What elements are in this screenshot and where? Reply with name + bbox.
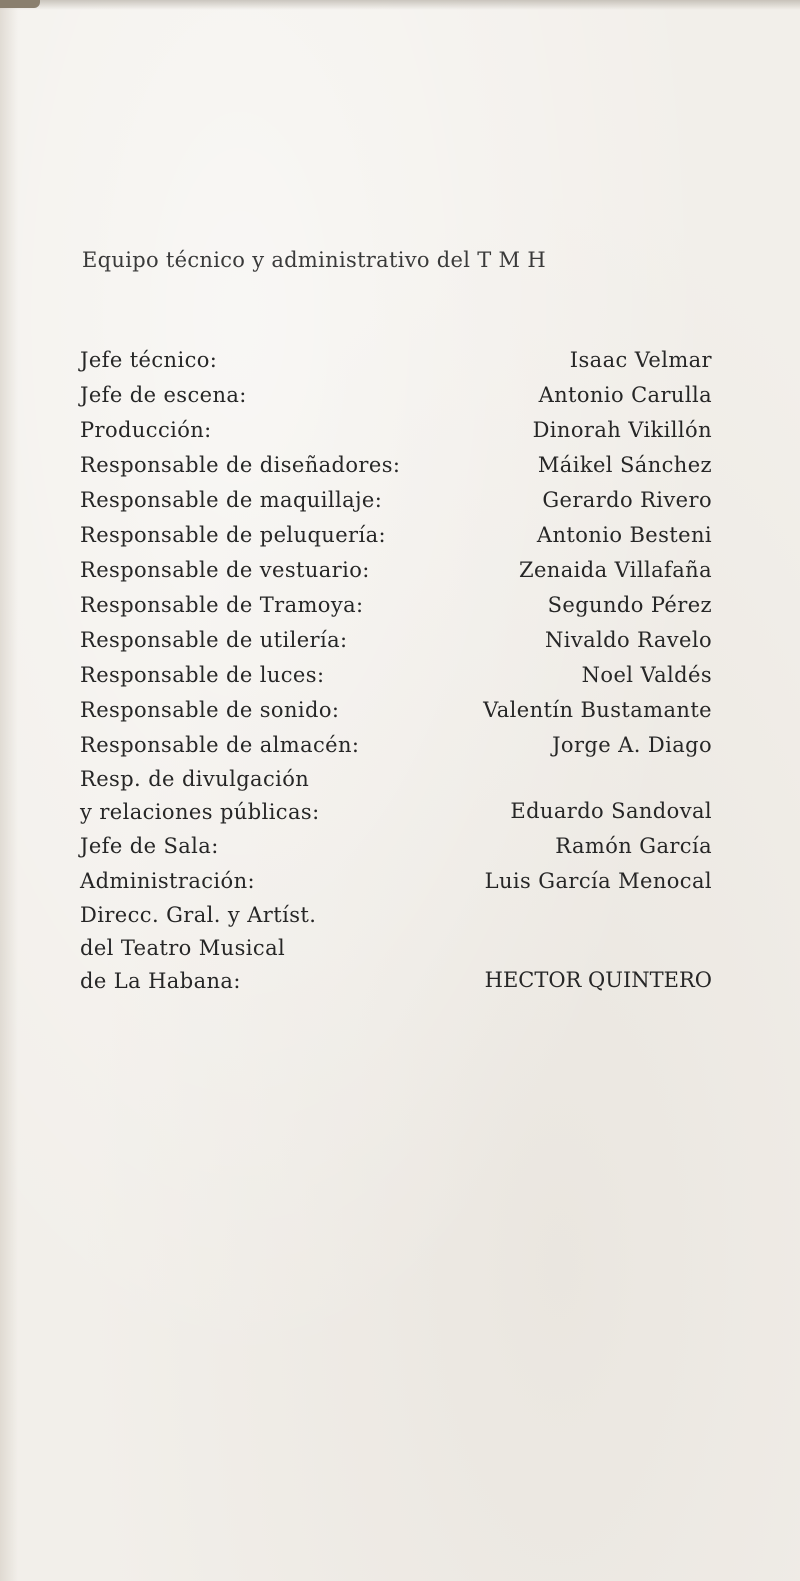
- credit-role-line: Resp. de divulgación: [80, 767, 310, 791]
- credit-name: Jorge A. Diago: [552, 733, 712, 757]
- credit-role-line: y relaciones públicas:: [80, 800, 320, 824]
- credit-row: [80, 553, 712, 588]
- credit-role-line: Direcc. Gral. y Artíst.: [80, 903, 317, 927]
- credit-role: Responsable de diseñadores:: [80, 453, 401, 477]
- credit-row: [80, 588, 712, 623]
- credit-name: Segundo Pérez: [547, 593, 712, 617]
- credit-row: [80, 518, 712, 553]
- credit-name: Máikel Sánchez: [537, 453, 712, 477]
- credit-row: [80, 623, 712, 658]
- credits-list: [80, 343, 712, 998]
- credit-row-director: [80, 899, 712, 998]
- credit-row: [80, 658, 712, 693]
- credit-row-sala: [80, 829, 712, 864]
- credit-role-line: del Teatro Musical: [80, 936, 286, 960]
- credit-row: [80, 378, 712, 413]
- page-edge-shadow: [0, 0, 18, 1581]
- credit-role: Responsable de Tramoya:: [80, 593, 364, 617]
- credit-role: Administración:: [80, 869, 255, 893]
- credit-row: [80, 483, 712, 518]
- credit-name: Dinorah Vikillón: [532, 418, 712, 442]
- credit-role: Responsable de maquillaje:: [80, 488, 383, 512]
- credit-row: [80, 728, 712, 763]
- credit-row: [80, 343, 712, 378]
- credit-role: Producción:: [80, 418, 212, 442]
- credit-name: Isaac Velmar: [569, 348, 712, 372]
- credit-role: Jefe de Sala:: [80, 834, 219, 858]
- director-name: HECTOR QUINTERO: [484, 968, 712, 992]
- page-corner: [0, 0, 40, 8]
- credit-role-line: de La Habana:: [80, 969, 241, 993]
- credit-name: Luis García Menocal: [484, 869, 712, 893]
- credit-role: Jefe de escena:: [80, 383, 247, 407]
- credit-name: Noel Valdés: [581, 663, 712, 687]
- credit-role: Responsable de almacén:: [80, 733, 360, 757]
- credit-role: [80, 899, 316, 998]
- credit-name: Ramón García: [555, 834, 712, 858]
- credit-row: [80, 693, 712, 728]
- credit-row-divulgacion: [80, 763, 712, 829]
- page-top-shadow: [0, 0, 800, 10]
- credit-name: Nivaldo Ravelo: [544, 628, 712, 652]
- credit-role: Responsable de peluquería:: [80, 523, 386, 547]
- credit-row-administracion: [80, 864, 712, 899]
- credit-role: Responsable de utilería:: [80, 628, 348, 652]
- section-heading: Equipo técnico y administrativo del T M H: [82, 248, 546, 272]
- credit-name: Gerardo Rivero: [542, 488, 712, 512]
- credit-name: Eduardo Sandoval: [510, 799, 712, 823]
- credit-row: [80, 413, 712, 448]
- credit-role: Responsable de luces:: [80, 663, 325, 687]
- credit-role: Jefe técnico:: [80, 348, 218, 372]
- credit-role: [80, 763, 320, 829]
- credit-name: Valentín Bustamante: [483, 698, 712, 722]
- credit-role: Responsable de vestuario:: [80, 558, 370, 582]
- credit-name: Zenaida Villafaña: [518, 558, 712, 582]
- credit-role: Responsable de sonido:: [80, 698, 340, 722]
- credit-name: Antonio Besteni: [536, 523, 712, 547]
- credit-name: Antonio Carulla: [538, 383, 712, 407]
- credit-row: [80, 448, 712, 483]
